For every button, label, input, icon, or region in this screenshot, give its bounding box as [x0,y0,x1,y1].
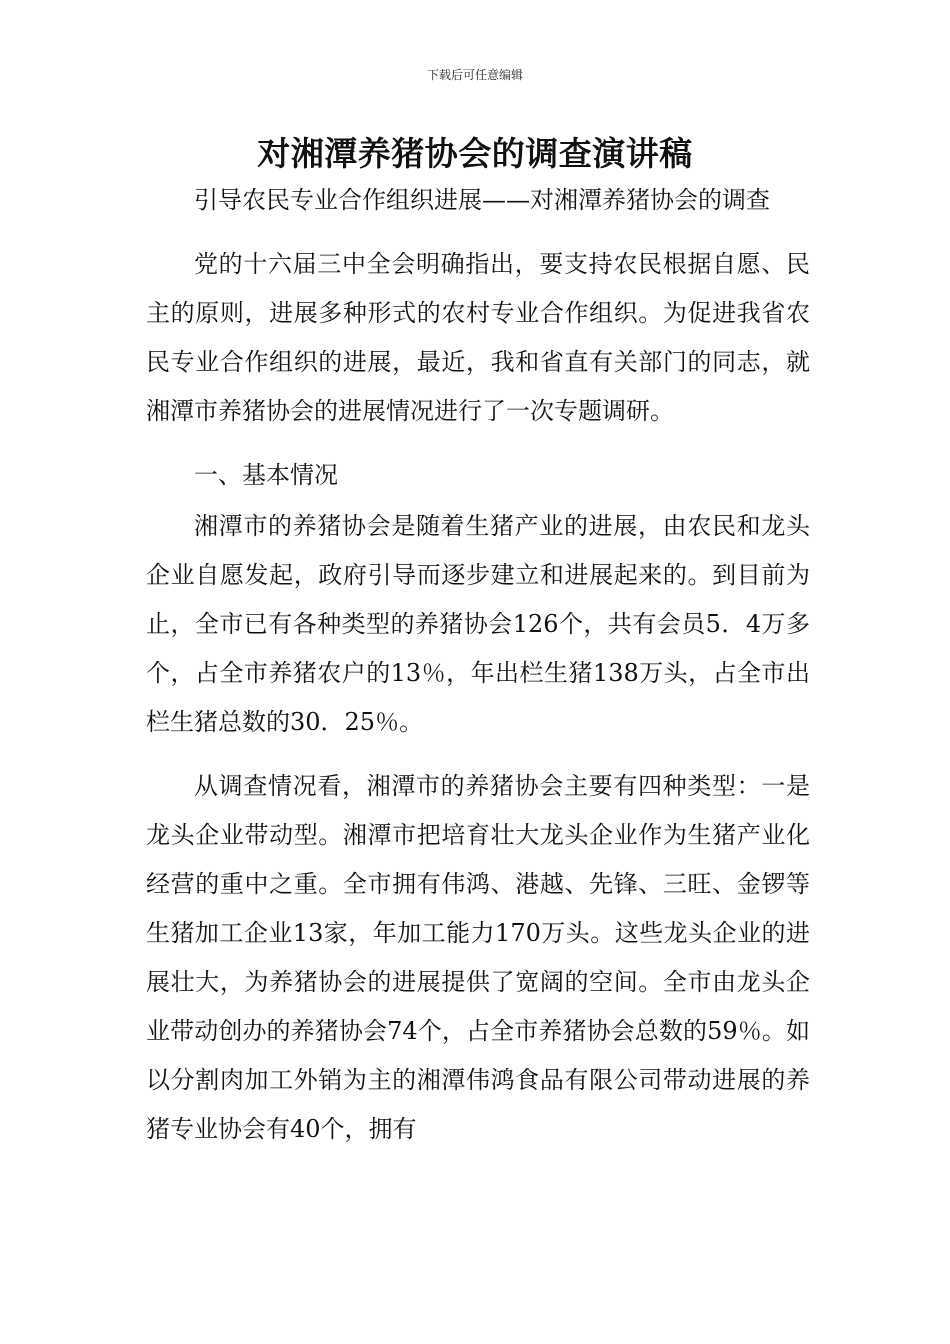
document-body [146,176,810,1154]
paragraph-basic-situation: 湘潭市的养猪协会是随着生猪产业的进展，由农民和龙头企业自愿发起，政府引导而逐步建立和进展起来的。到目前为止，全市已有各种类型的养猪协会126个，共有会员5．4万多个，占全市养猪农户的13％，年出栏生猪138万头，占全市出栏生猪总数的30．25％。 [146,512,810,736]
header-note: 下载后可任意编辑 [426,68,523,82]
subtitle: 引导农民专业合作组织进展——对湘潭养猪协会的调查 [194,186,770,214]
paragraph-intro: 党的十六届三中全会明确指出，要支持农民根据自愿、民主的原则，进展多种形式的农村专业合作组织。为促进我省农民专业合作组织的进展，最近，我和省直有关部门的同志，就湘潭市养猪协会的进展情况进行了一次专题调研。 [146,250,810,425]
section-heading-basic-situation: 一、基本情况 [194,461,338,489]
document-title: 对湘潭养猪协会的调查演讲稿 [257,134,693,173]
paragraph-association-types: 从调查情况看，湘潭市的养猪协会主要有四种类型：一是龙头企业带动型。湘潭市把培育壮大龙头企业作为生猪产业化经营的重中之重。全市拥有伟鸿、港越、先锋、三旺、金锣等生猪加工企业13家，年加工能力170万头。这些龙头企业的进展壮大，为养猪协会的进展提供了宽阔的空间。全市由龙头企业带动创办的养猪协会74个，占全市养猪协会总数的59％。如以分割肉加工外销为主的湘潭伟鸿食品有限公司带动进展的养猪专业协会有40个，拥有 [146,772,810,1143]
